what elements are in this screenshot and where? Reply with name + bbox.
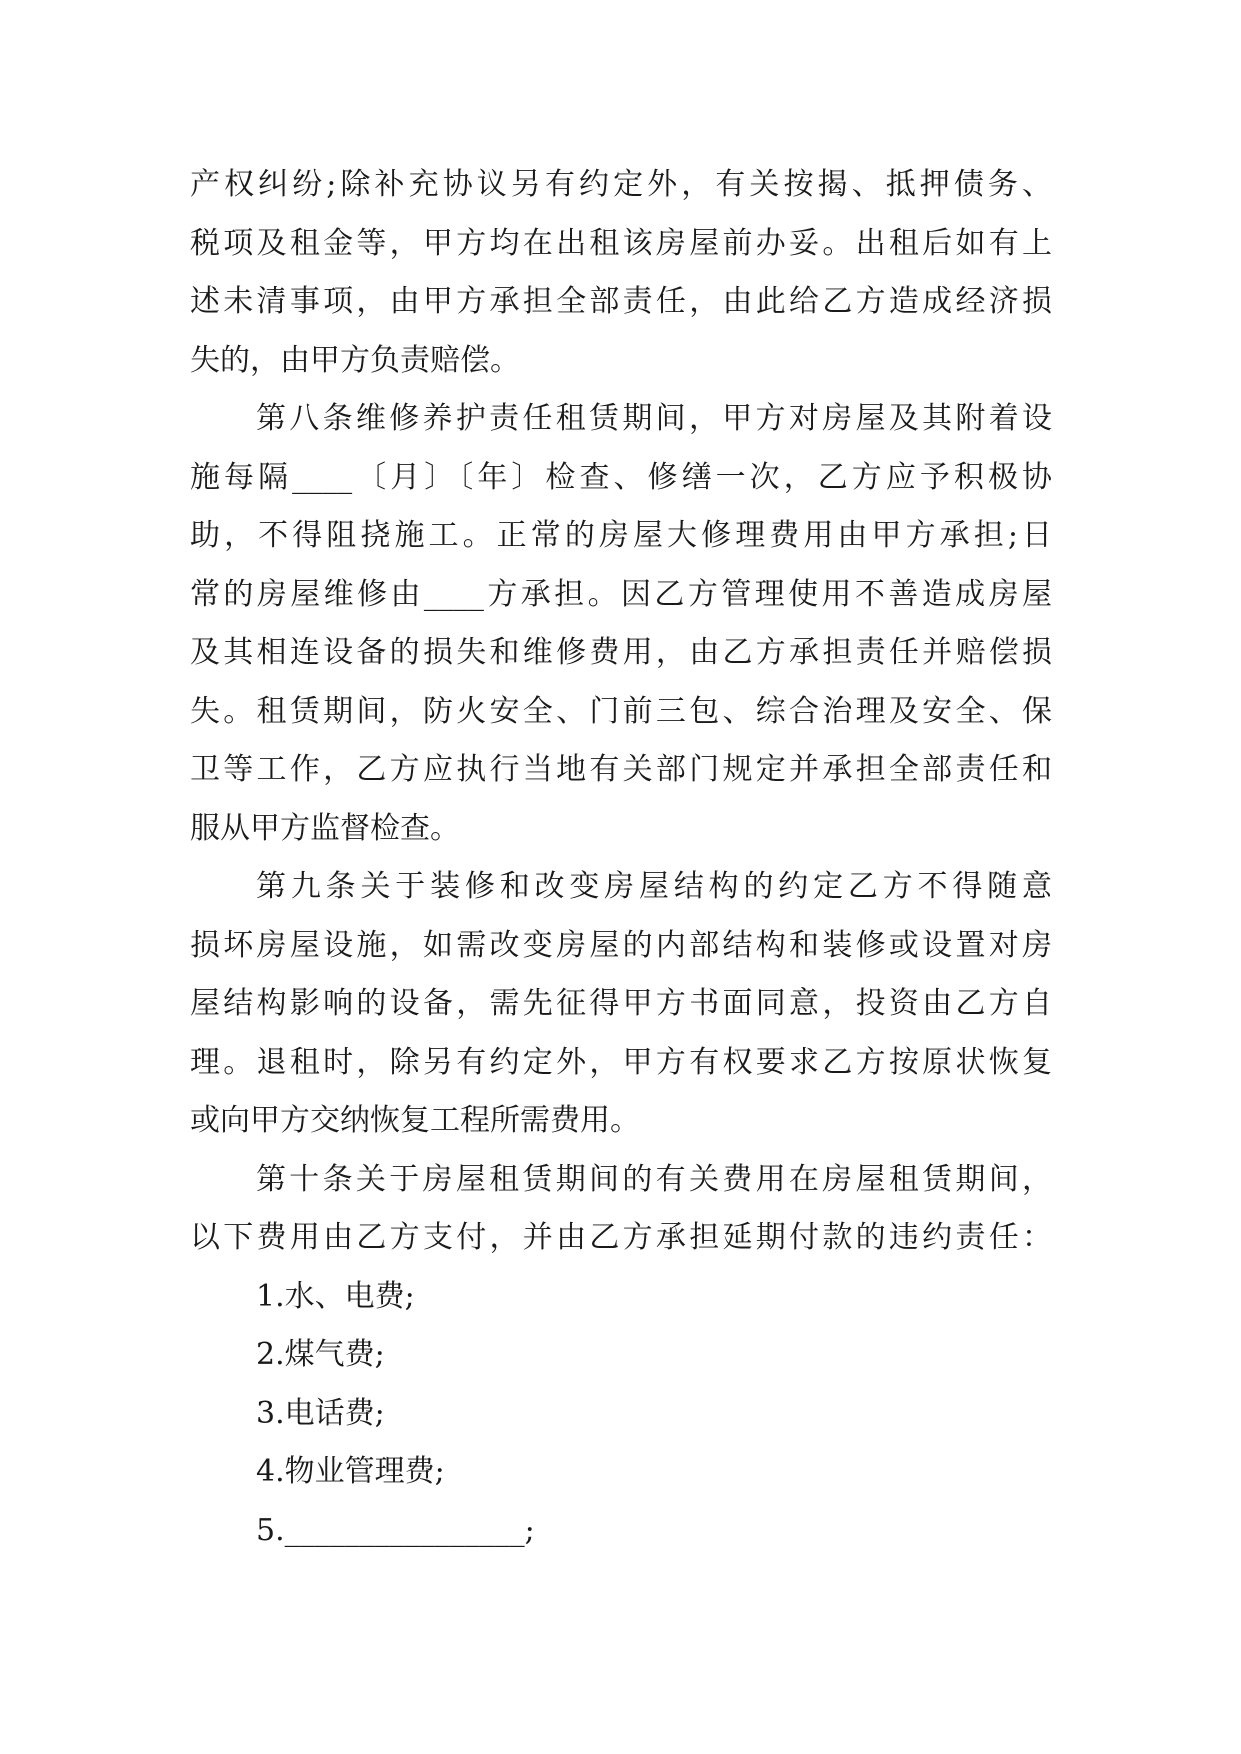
paragraph-line: 常的房屋维修由____方承担。因乙方管理使用不善造成房屋	[190, 576, 1052, 612]
paragraph-property-disputes	[190, 156, 1052, 390]
paragraph-line: 及其相连设备的损失和维修费用，由乙方承担责任并赔偿损	[190, 635, 1052, 670]
paragraph-article-8-maintenance	[190, 390, 1052, 858]
paragraph-line: 服从甲方监督检查。	[190, 810, 460, 846]
paragraph-line: 施每隔____〔月〕〔年〕检查、修缮一次，乙方应予积极协	[190, 459, 1052, 495]
paragraph-line: 失。租赁期间，防火安全、门前三包、综合治理及安全、保	[190, 693, 1052, 729]
fee-list-item: 1.水、电费;	[256, 1278, 415, 1314]
fee-list-item: 2.煤气费;	[256, 1337, 385, 1372]
document-body	[190, 156, 1052, 1560]
paragraph-line: 助，不得阻挠施工。正常的房屋大修理费用由甲方承担;日	[190, 518, 1052, 553]
paragraph-line: 或向甲方交纳恢复工程所需费用。	[190, 1103, 640, 1138]
paragraph-line: 以下费用由乙方支付，并由乙方承担延期付款的违约责任：	[190, 1220, 1052, 1255]
paragraph-line: 第九条关于装修和改变房屋结构的约定乙方不得随意	[256, 869, 1052, 904]
paragraph-line: 损坏房屋设施，如需改变房屋的内部结构和装修或设置对房	[190, 927, 1052, 963]
fee-list-item: 4.物业管理费;	[256, 1454, 445, 1489]
paragraph-line: 卫等工作，乙方应执行当地有关部门规定并承担全部责任和	[190, 752, 1052, 787]
fee-list-item: 3.电话费;	[256, 1395, 385, 1431]
fee-list	[190, 1268, 1052, 1561]
paragraph-line: 失的，由甲方负责赔偿。	[190, 342, 520, 378]
paragraph-line: 产权纠纷;除补充协议另有约定外，有关按揭、抵押债务、	[190, 167, 1052, 202]
paragraph-line: 第八条维修养护责任租赁期间，甲方对房屋及其附着设	[256, 401, 1052, 436]
paragraph-article-10-fees	[190, 1151, 1052, 1268]
paragraph-line: 税项及租金等，甲方均在出租该房屋前办妥。出租后如有上	[190, 225, 1052, 261]
paragraph-line: 理。退租时，除另有约定外，甲方有权要求乙方按原状恢复	[190, 1044, 1052, 1080]
fee-list-item: 5.________________;	[256, 1512, 535, 1548]
paragraph-line: 屋结构影响的设备，需先征得甲方书面同意，投资由乙方自	[190, 986, 1052, 1021]
paragraph-line: 述未清事项，由甲方承担全部责任，由此给乙方造成经济损	[190, 284, 1052, 319]
paragraph-article-9-renovation	[190, 858, 1052, 1151]
paragraph-line: 第十条关于房屋租赁期间的有关费用在房屋租赁期间，	[256, 1161, 1052, 1197]
